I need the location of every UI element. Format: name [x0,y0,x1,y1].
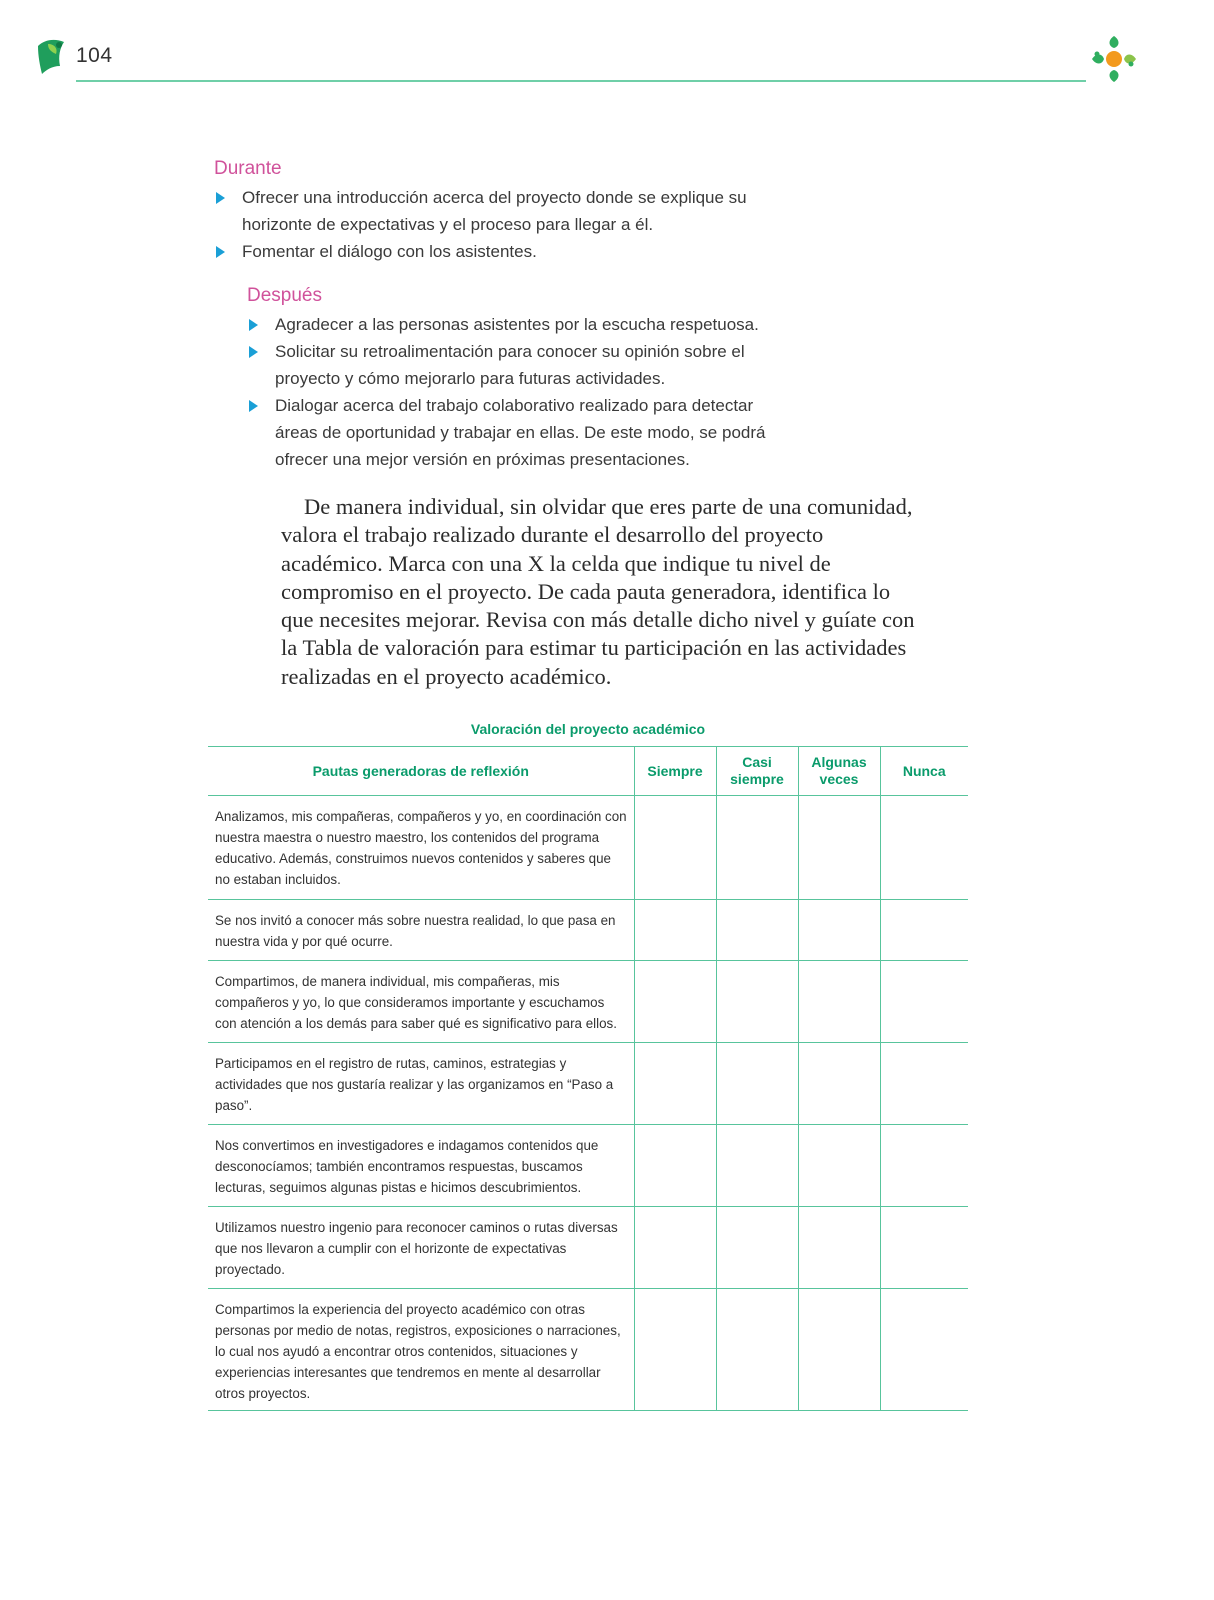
bullet-arrow-icon [216,192,225,204]
check-cell-always[interactable] [634,900,716,961]
check-cell-never[interactable] [880,1043,968,1125]
check-cell-always[interactable] [634,796,716,900]
table-header-row [208,747,968,796]
check-cell-almost-always[interactable] [716,796,798,900]
check-cell-always[interactable] [634,1207,716,1289]
flower-ornament-icon [1088,32,1140,86]
header-almost-always: Casi siempre [716,747,798,796]
check-cell-never[interactable] [880,796,968,900]
check-cell-sometimes[interactable] [798,1043,880,1125]
header-never: Nunca [880,747,968,796]
durante-list [214,184,754,265]
check-cell-sometimes[interactable] [798,961,880,1043]
header-sometimes: Algunas veces [798,747,880,796]
check-cell-always[interactable] [634,1043,716,1125]
list-item: Agradecer a las personas asistentes por la escucha respetuosa. [247,311,787,338]
check-cell-always[interactable] [634,961,716,1043]
table-row [208,1289,968,1411]
check-cell-never[interactable] [880,961,968,1043]
instruction-paragraph: De manera individual, sin olvidar que eres parte de una comunidad, valora el trabajo realizado durante el desarrollo del proyecto académico. Marca con una X la celda que indique tu nivel de compromiso en el proyecto. De cada pauta generadora, identifica lo que necesites mejorar. Revisa con más detalle dicho nivel y guíate con la Tabla de valoración para estimar tu participación en las actividades realizadas en el proyecto académico. [281,494,915,689]
check-cell-almost-always[interactable] [716,961,798,1043]
despues-list [247,311,787,473]
check-cell-almost-always[interactable] [716,900,798,961]
check-cell-almost-always[interactable] [716,1289,798,1411]
check-cell-almost-always[interactable] [716,1043,798,1125]
guideline-cell: Se nos invitó a conocer más sobre nuestra realidad, lo que pasa en nuestra vida y por qué ocurre. [208,900,634,961]
list-item: Solicitar su retroalimentación para conocer su opinión sobre el proyecto y cómo mejorarlo para futuras actividades. [247,338,787,392]
header-divider [76,80,1086,82]
bullet-arrow-icon [216,246,225,258]
header-always: Siempre [634,747,716,796]
valuation-table [208,746,968,1411]
guideline-cell: Nos convertimos en investigadores e indagamos contenidos que desconocíamos; también encontramos respuestas, buscamos lecturas, seguimos algunas pistas e hicimos descubrimientos. [208,1125,634,1207]
check-cell-almost-always[interactable] [716,1207,798,1289]
table-row [208,1043,968,1125]
guideline-cell: Analizamos, mis compañeras, compañeros y yo, en coordinación con nuestra maestra o nuestro maestro, los contenidos del programa educativo. Además, construimos nuevos contenidos y saberes que no estaban incluidos. [208,796,634,900]
page-number: 104 [76,44,113,67]
check-cell-sometimes[interactable] [798,796,880,900]
book-logo-icon [34,36,70,76]
bullet-arrow-icon [249,319,258,331]
header-guidelines: Pautas generadoras de reflexión [208,747,634,796]
table-row [208,1207,968,1289]
table-row [208,900,968,961]
check-cell-always[interactable] [634,1125,716,1207]
check-cell-never[interactable] [880,1289,968,1411]
check-cell-always[interactable] [634,1289,716,1411]
table-row [208,1125,968,1207]
check-cell-sometimes[interactable] [798,900,880,961]
table-row [208,796,968,900]
guideline-cell: Compartimos la experiencia del proyecto académico con otras personas por medio de notas, registros, exposiciones o narraciones, lo cual nos ayudó a encontrar otros contenidos, situaciones y experiencias interesantes que tendremos en mente al desarrollar otros proyectos. [208,1289,634,1411]
guideline-cell: Participamos en el registro de rutas, caminos, estrategias y actividades que nos gustaría realizar y las organizamos en “Paso a paso”. [208,1043,634,1125]
bullet-arrow-icon [249,400,258,412]
table-caption: Valoración del proyecto académico [470,721,706,737]
check-cell-never[interactable] [880,1207,968,1289]
list-item: Dialogar acerca del trabajo colaborativo realizado para detectar áreas de oportunidad y trabajar en ellas. De este modo, se podrá ofrecer una mejor versión en próximas presentaciones. [247,392,787,473]
guideline-cell: Utilizamos nuestro ingenio para reconocer caminos o rutas diversas que nos llevaron a cumplir con el horizonte de expectativas proyectado. [208,1207,634,1289]
check-cell-sometimes[interactable] [798,1289,880,1411]
table-row [208,961,968,1043]
section-title-despues: Después [247,285,322,306]
section-title-durante: Durante [214,158,282,179]
list-item: Fomentar el diálogo con los asistentes. [214,238,754,265]
bullet-arrow-icon [249,346,258,358]
check-cell-almost-always[interactable] [716,1125,798,1207]
check-cell-sometimes[interactable] [798,1125,880,1207]
list-item: Ofrecer una introducción acerca del proyecto donde se explique su horizonte de expectativas y el proceso para llegar a él. [214,184,754,238]
check-cell-sometimes[interactable] [798,1207,880,1289]
check-cell-never[interactable] [880,1125,968,1207]
guideline-cell: Compartimos, de manera individual, mis compañeras, mis compañeros y yo, lo que consideramos importante y escuchamos con atención a los demás para saber qué es significativo para ellos. [208,961,634,1043]
check-cell-never[interactable] [880,900,968,961]
